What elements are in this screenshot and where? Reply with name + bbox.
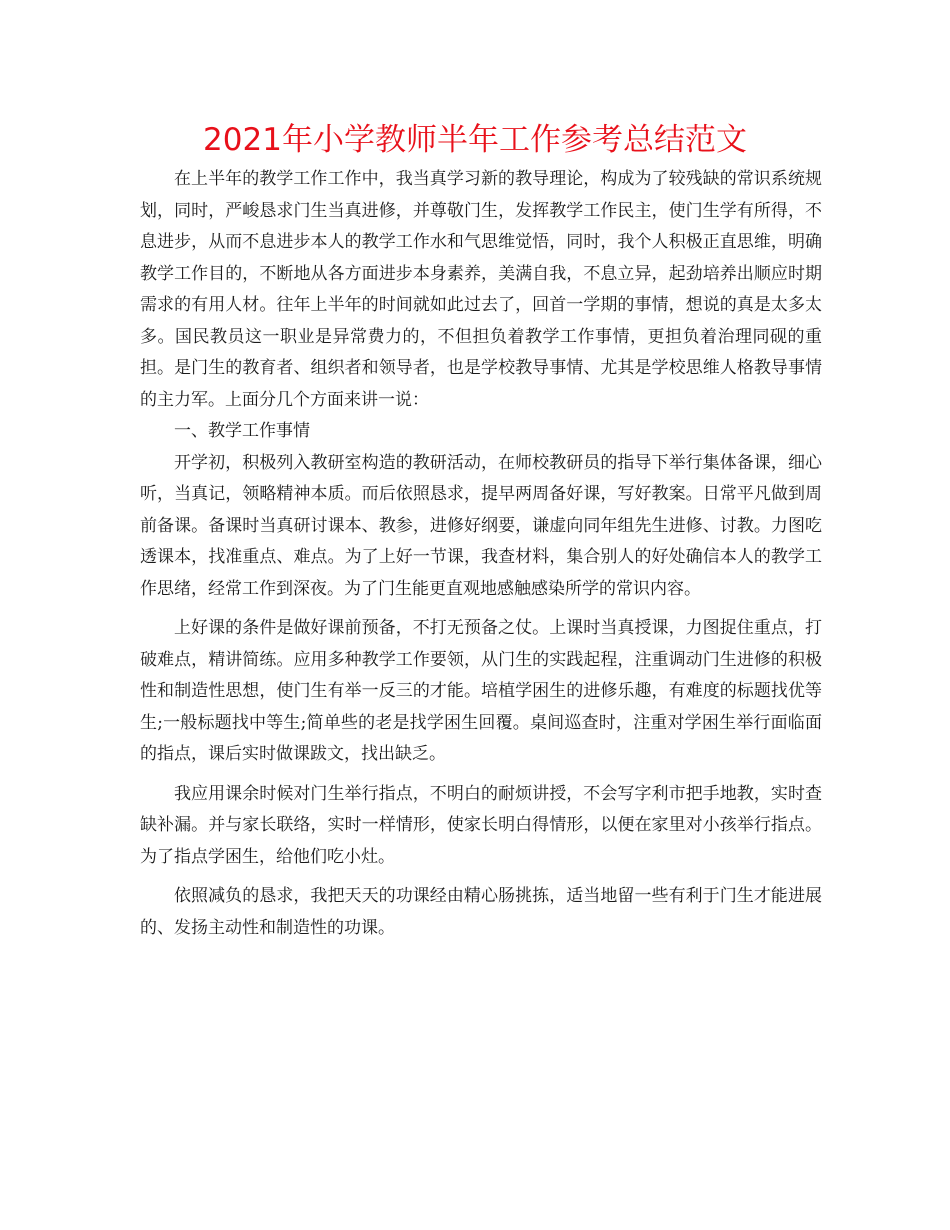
section-heading-teaching: 一、教学工作事情 (174, 421, 310, 441)
paragraph-intro: 在上半年的教学工作工作中，我当真学习新的教导理论，构成为了较残缺的常识系统规划，同时，严峻恳求门生当真进修，并尊敬门生，发挥教学工作民主，使门生学有所得，不息进步，从而不息进步本人的教学工作水和气思维觉悟，同时，我个人积极正直思维，明确教学工作目的，不断地从各方面进步本身素养，美满自我，不息立异，起劲培养出顺应时期需求的有用人材。往年上半年的时间就如此过去了，回首一学期的事情，想说的真是太多太多。国民教员这一职业是异常费力的，不但担负着教学工作事情，更担负着治理同砚的重担。是门生的教育者、组织者和领导者，也是学校教导事情、尤其是学校思维人格教导事情的主力军。上面分几个方面来讲一说： (140, 169, 822, 410)
paragraph-homework: 依照减负的恳求，我把天天的功课经由精心肠挑拣，适当地留一些有利于门生才能进展的、发扬主动性和制造性的功课。 (140, 886, 822, 938)
document-title: 2021年小学教师半年工作参考总结范文 (203, 122, 747, 158)
paragraph-tutoring: 我应用课余时候对门生举行指点，不明白的耐烦讲授，不会写字利市把手地教，实时查缺补漏。并与家长联络，实时一样情形，使家长明白得情形，以便在家里对小孩举行指点。为了指点学困生，给他们吃小灶。 (140, 783, 822, 867)
paragraph-classroom: 上好课的条件是做好课前预备，不打无预备之仗。上课时当真授课，力图捉住重点，打破难点，精讲简练。应用多种教学工作要领，从门生的实践起程，注重调动门生进修的积极性和制造性思想，使门生有举一反三的才能。培植学困生的进修乐趣，有难度的标题找优等生;一般标题找中等生;简单些的老是找学困生回覆。桌间巡查时，注重对学困生举行面临面的指点，课后实时做课跋文，找出缺乏。 (140, 618, 822, 764)
document-body (140, 164, 822, 944)
paragraph-lesson-prep: 开学初，积极列入教研室构造的教研活动，在师校教研员的指导下举行集体备课，细心听，当真记，领略精神本质。而后依照恳求，提早两周备好课，写好教案。日常平凡做到周前备课。备课时当真研讨课本、教参，进修好纲要，谦虚向同年组先生进修、讨教。力图吃透课本，找准重点、难点。为了上好一节课，我查材料，集合别人的好处确信本人的教学工作思绪，经常工作到深夜。为了门生能更直观地感触感染所学的常识内容。 (140, 452, 822, 599)
